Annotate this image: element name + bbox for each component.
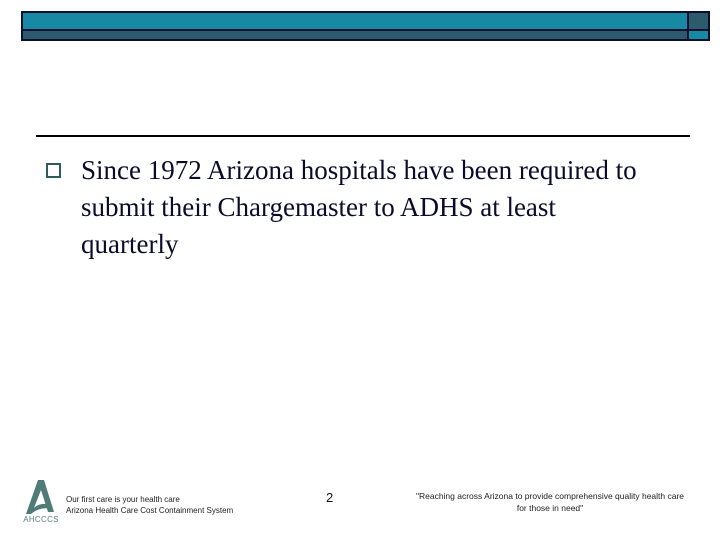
header-band-top bbox=[23, 13, 687, 29]
ahcccs-logo-icon bbox=[20, 478, 62, 526]
header-band-bottom bbox=[23, 31, 687, 39]
header-band-bottom-corner bbox=[689, 31, 708, 39]
bullet-text: Since 1972 Arizona hospitals have been required to submit their Chargemaster to ADHS at least quarterly bbox=[81, 155, 637, 259]
logo-a-icon bbox=[20, 478, 62, 516]
title-divider bbox=[36, 135, 690, 137]
header-band-top-corner bbox=[689, 13, 708, 29]
header-bar bbox=[21, 11, 710, 41]
footer-tagline bbox=[66, 494, 233, 516]
hollow-square-bullet-icon bbox=[46, 163, 61, 178]
logo-text: AHCCCS bbox=[23, 515, 59, 524]
footer-tagline-line-1: Our first care is your health care bbox=[66, 495, 180, 504]
footer-quote: "Reaching across Arizona to provide comprehensive quality health care for those in need" bbox=[415, 491, 685, 513]
footer-tagline-line-2: Arizona Health Care Cost Containment System bbox=[66, 506, 234, 515]
page-number: 2 bbox=[326, 490, 334, 505]
